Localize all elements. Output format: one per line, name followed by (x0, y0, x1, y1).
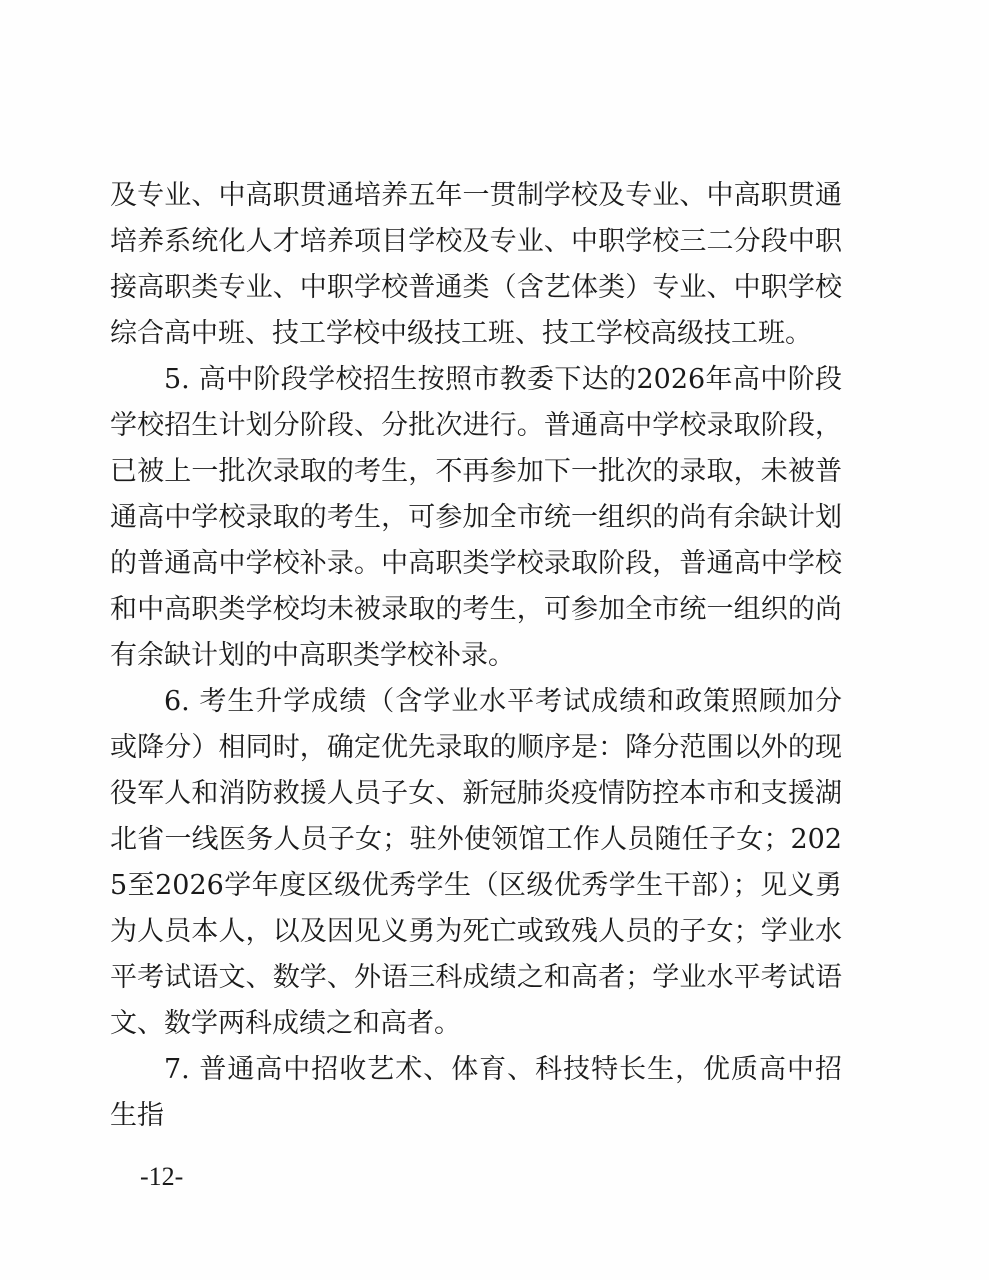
paragraph-continuation: 及专业、中高职贯通培养五年一贯制学校及专业、中高职贯通培养系统化人才培养项目学校及专业、中职学校三二分段中职接高职类专业、中职学校普通类（含艺体类）专业、中职学校综合高中班、技工学校中级技工班、技工学校高级技工班。 (110, 180, 842, 349)
page-number: -12- (140, 1162, 184, 1191)
body-text (110, 173, 842, 1139)
paragraph-item-7: 7. 普通高中招收艺术、体育、科技特长生，优质高中招生指 (110, 1054, 842, 1131)
paragraph-item-5: 5. 高中阶段学校招生按照市教委下达的2026年高中阶段学校招生计划分阶段、分批次进行。普通高中学校录取阶段，已被上一批次录取的考生，不再参加下一批次的录取，未被普通高中学校录取的考生，可参加全市统一组织的尚有余缺计划的普通高中学校补录。中高职类学校录取阶段，普通高中学校和中高职类学校均未被录取的考生，可参加全市统一组织的尚有余缺计划的中高职类学校补录。 (110, 364, 842, 671)
paragraph-item-6: 6. 考生升学成绩（含学业水平考试成绩和政策照顾加分或降分）相同时，确定优先录取的顺序是：降分范围以外的现役军人和消防救援人员子女、新冠肺炎疫情防控本市和支援湖北省一线医务人员子女；驻外使领馆工作人员随任子女；2025至2026学年度区级优秀学生（区级优秀学生干部）；见义勇为人员本人，以及因见义勇为死亡或致残人员的子女；学业水平考试语文、数学、外语三科成绩之和高者；学业水平考试语文、数学两科成绩之和高者。 (110, 686, 842, 1039)
